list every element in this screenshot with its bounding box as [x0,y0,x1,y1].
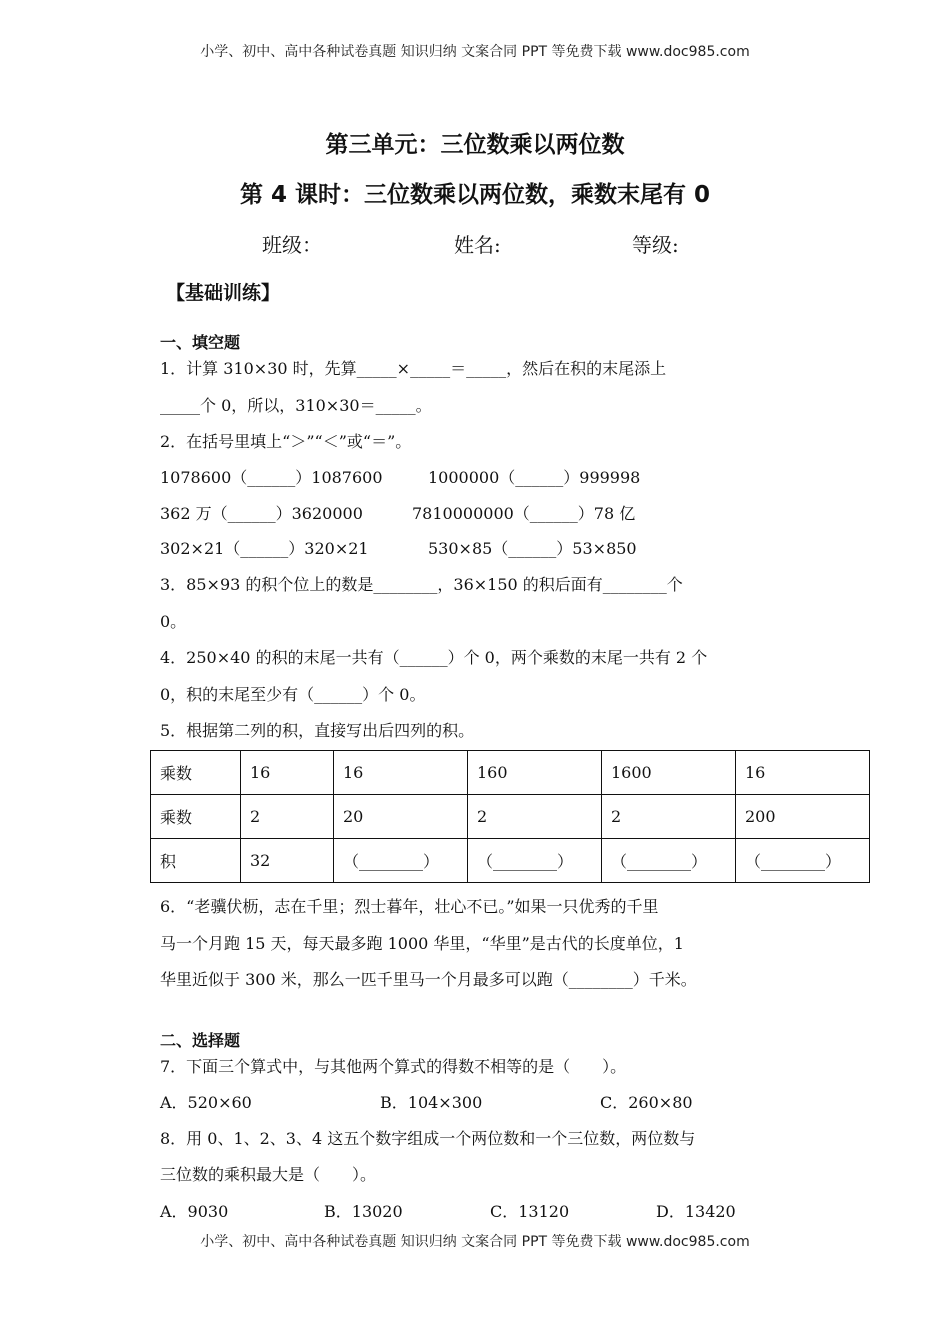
table-row [151,795,870,839]
q2-row3-left: 302×21（______）320×21 [160,539,369,558]
table-cell: 2 [602,795,736,839]
q2-row1-left: 1078600（______）1087600 [160,468,383,487]
table-cell: 2 [241,795,334,839]
page-footer: 小学、初中、高中各种试卷真题 知识归纳 文案合同 PPT 等免费下载 www.doc985.com [200,1234,750,1250]
table-row [151,839,870,883]
q7-option-c: C．260×80 [600,1093,693,1112]
q3-line1: 3．85×93 的积个位上的数是________，36×150 的积后面有________个 [160,575,683,594]
q6-line1: 6．“老骥伏枥，志在千里；烈士暮年，壮心不已。”如果一只优秀的千里 [160,897,659,916]
q8-option-c: C．13120 [490,1202,570,1221]
class-label: 班级： [262,233,322,257]
q2-line1: 2．在括号里填上“＞”“＜”或“＝”。 [160,432,412,451]
part-fill-blanks: 一、填空题 [160,333,241,352]
table-cell: （________） [468,839,602,883]
q7-option-b: B．104×300 [380,1093,483,1112]
table-cell: 16 [241,751,334,795]
q1-line1: 1．计算 310×30 时，先算_____×_____＝_____，然后在积的末尾添上 [160,359,667,378]
unit-title: 第三单元：三位数乘以两位数 [325,132,625,158]
part-multiple-choice: 二、选择题 [160,1031,241,1050]
q2-row2-right: 7810000000（______）78 亿 [412,504,636,523]
page-header: 小学、初中、高中各种试卷真题 知识归纳 文案合同 PPT 等免费下载 www.doc985.com [200,44,750,60]
q2-row3-right: 530×85（______）53×850 [428,539,637,558]
q5-line1: 5．根据第二列的积，直接写出后四列的积。 [160,721,475,740]
table-row [151,751,870,795]
q8-option-b: B．13020 [324,1202,403,1221]
table-cell: 2 [468,795,602,839]
table-cell: 乘数 [151,795,241,839]
table-cell: 积 [151,839,241,883]
q4-line2: 0，积的末尾至少有（______）个 0。 [160,685,426,704]
q7-option-a: A．520×60 [160,1093,252,1112]
lesson-title: 第 4 课时：三位数乘以两位数，乘数末尾有 0 [239,182,711,208]
q6-line3: 华里近似于 300 米，那么一匹千里马一个月最多可以跑（________）千米。 [160,970,697,989]
table-cell: 乘数 [151,751,241,795]
table-cell: 32 [241,839,334,883]
q7-line1: 7．下面三个算式中，与其他两个算式的得数不相等的是（ ）。 [160,1057,627,1076]
q8-line1: 8．用 0、1、2、3、4 这五个数字组成一个两位数和一个三位数，两位数与 [160,1129,696,1148]
q6-line2: 马一个月跑 15 天，每天最多跑 1000 华里，“华里”是古代的长度单位，1 [160,934,684,953]
table-cell: 1600 [602,751,736,795]
table-cell: （________） [736,839,870,883]
table-cell: 20 [334,795,468,839]
grade-label: 等级: [632,233,679,257]
q4-line1: 4．250×40 的积的末尾一共有（______）个 0，两个乘数的末尾一共有 2 个 [160,648,708,667]
table-cell: （________） [334,839,468,883]
q3-line2: 0。 [160,612,187,631]
table-cell: （________） [602,839,736,883]
name-label: 姓名: [454,233,501,257]
table-cell: 160 [468,751,602,795]
q8-option-a: A．9030 [160,1202,229,1221]
table-cell: 16 [334,751,468,795]
table-cell: 16 [736,751,870,795]
product-table [150,750,870,883]
table-cell: 200 [736,795,870,839]
section-basic-training: 【基础训练】 [166,282,281,304]
q2-row2-left: 362 万（______）3620000 [160,504,363,523]
q8-line2: 三位数的乘积最大是（ ）。 [160,1165,377,1184]
q8-option-d: D．13420 [656,1202,736,1221]
q2-row1-right: 1000000（______）999998 [428,468,641,487]
q1-line2: _____个 0，所以，310×30＝_____。 [160,396,432,415]
